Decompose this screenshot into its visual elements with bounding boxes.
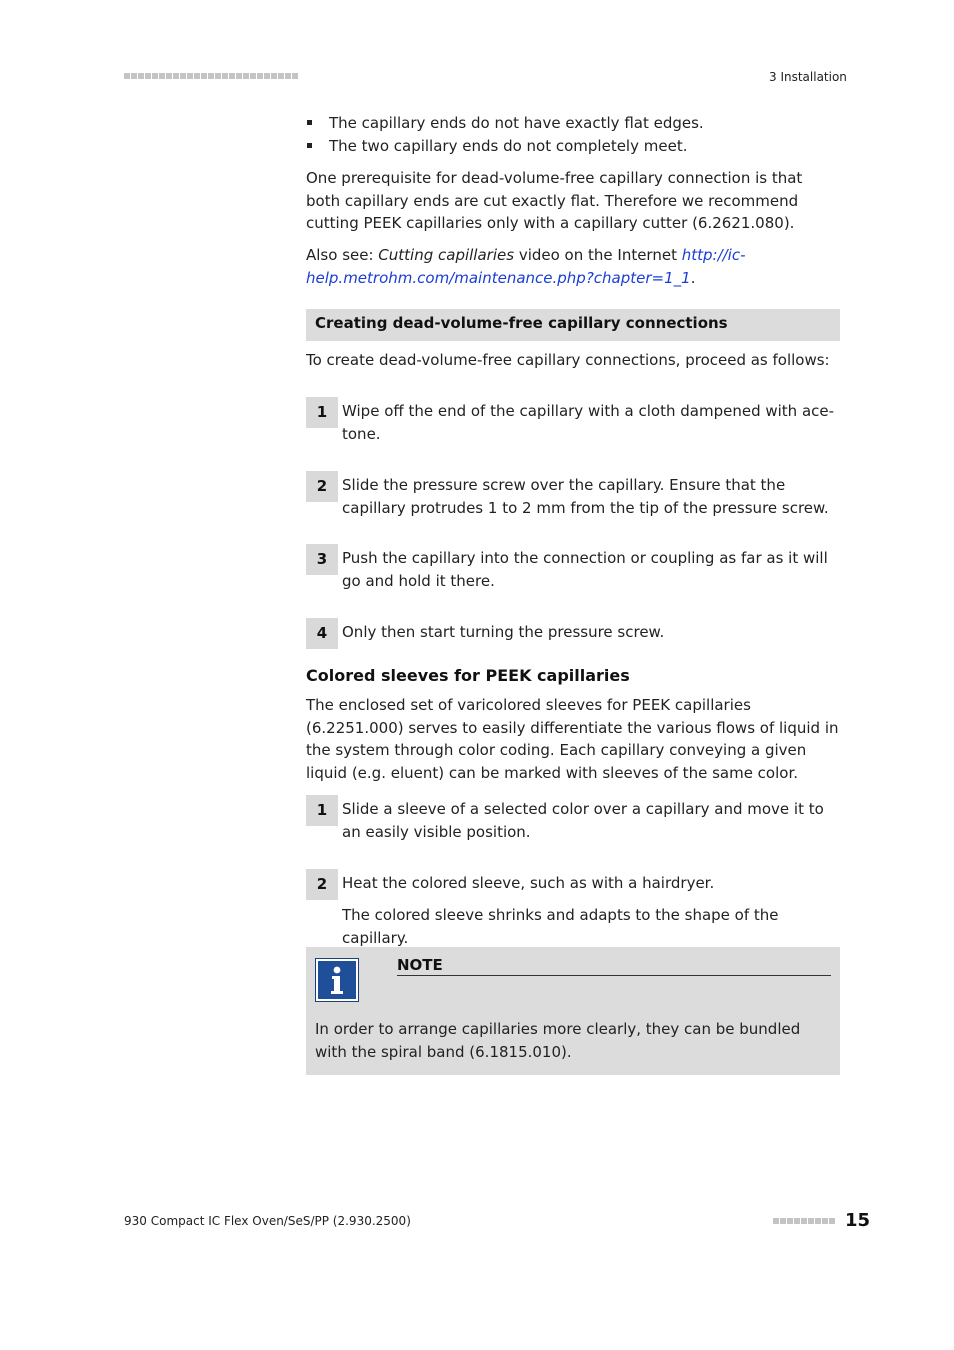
note-box bbox=[306, 947, 840, 1075]
info-icon bbox=[315, 958, 359, 1002]
also-see-middle: video on the Internet bbox=[514, 246, 682, 264]
sleeves-paragraph: The enclosed set of varicolored sleeves for PEEK capillaries (6.2251.000) serves to easily differentiate the various flows of liquid in the system through color coding. Each capillary conveying a given liquid (e.g. eluent) can be marked with sleeves of the same color. bbox=[306, 696, 839, 782]
footer-decor-dots bbox=[773, 1218, 835, 1224]
bullet-square-icon bbox=[307, 120, 312, 125]
header-decor-dots bbox=[124, 73, 298, 79]
step-number: 1 bbox=[306, 397, 338, 428]
step-text: Only then start turning the pressure screw. bbox=[342, 623, 665, 641]
also-see-paragraph bbox=[306, 244, 840, 289]
bullet-square-icon bbox=[307, 143, 312, 148]
step-number: 3 bbox=[306, 544, 338, 575]
note-text: In order to arrange capillaries more clearly, they can be bundled with the spiral band (6.1815.010). bbox=[315, 1020, 801, 1061]
video-title: Cutting capillaries bbox=[378, 246, 515, 264]
step-text: Slide the pressure screw over the capillary. Ensure that the capillary protrudes 1 to 2 mm from the tip of the pressure screw. bbox=[342, 476, 829, 517]
note-title: NOTE bbox=[397, 956, 831, 976]
bullet-item bbox=[306, 112, 704, 134]
also-see-suffix: . bbox=[690, 268, 696, 287]
step-number: 1 bbox=[306, 795, 338, 826]
help-link[interactable]: http://ic-help.metrohm.com/maintenance.php?chapter=1_1 bbox=[306, 246, 746, 287]
prerequisite-paragraph: One prerequisite for dead-volume-free capillary connection is that both capillary ends are cut exactly flat. Therefore we recommend cutting PEEK capillaries only with a capillary cutter (6.2621.080). bbox=[306, 169, 803, 232]
step-result-text: The colored sleeve shrinks and adapts to the shape of the capillary. bbox=[342, 906, 779, 947]
step-number: 2 bbox=[306, 471, 338, 502]
subheading: Colored sleeves for PEEK capillaries bbox=[306, 666, 630, 685]
step-text: Heat the colored sleeve, such as with a hairdryer. bbox=[342, 874, 715, 892]
step-text: Wipe off the end of the capillary with a cloth dampened with ace-tone. bbox=[342, 402, 835, 443]
step-text: Slide a sleeve of a selected color over a capillary and move it to an easily visible position. bbox=[342, 800, 824, 841]
step-text: Push the capillary into the connection or coupling as far as it will go and hold it there. bbox=[342, 549, 828, 590]
intro-text: To create dead-volume-free capillary connections, proceed as follows: bbox=[306, 351, 830, 369]
step-number: 4 bbox=[306, 618, 338, 649]
footer-product: 930 Compact IC Flex Oven/SeS/PP (2.930.2500) bbox=[124, 1214, 411, 1228]
section-title-bar bbox=[306, 309, 840, 341]
bullet-text: The two capillary ends do not completely meet. bbox=[329, 137, 688, 155]
section-title: Creating dead-volume-free capillary connections bbox=[315, 314, 728, 332]
bullet-item bbox=[306, 135, 687, 157]
header-section-label: 3 Installation bbox=[769, 70, 847, 84]
bullet-text: The capillary ends do not have exactly flat edges. bbox=[329, 114, 704, 132]
page-number: 15 bbox=[845, 1210, 871, 1231]
step-number: 2 bbox=[306, 869, 338, 900]
also-see-prefix: Also see: bbox=[306, 246, 379, 264]
